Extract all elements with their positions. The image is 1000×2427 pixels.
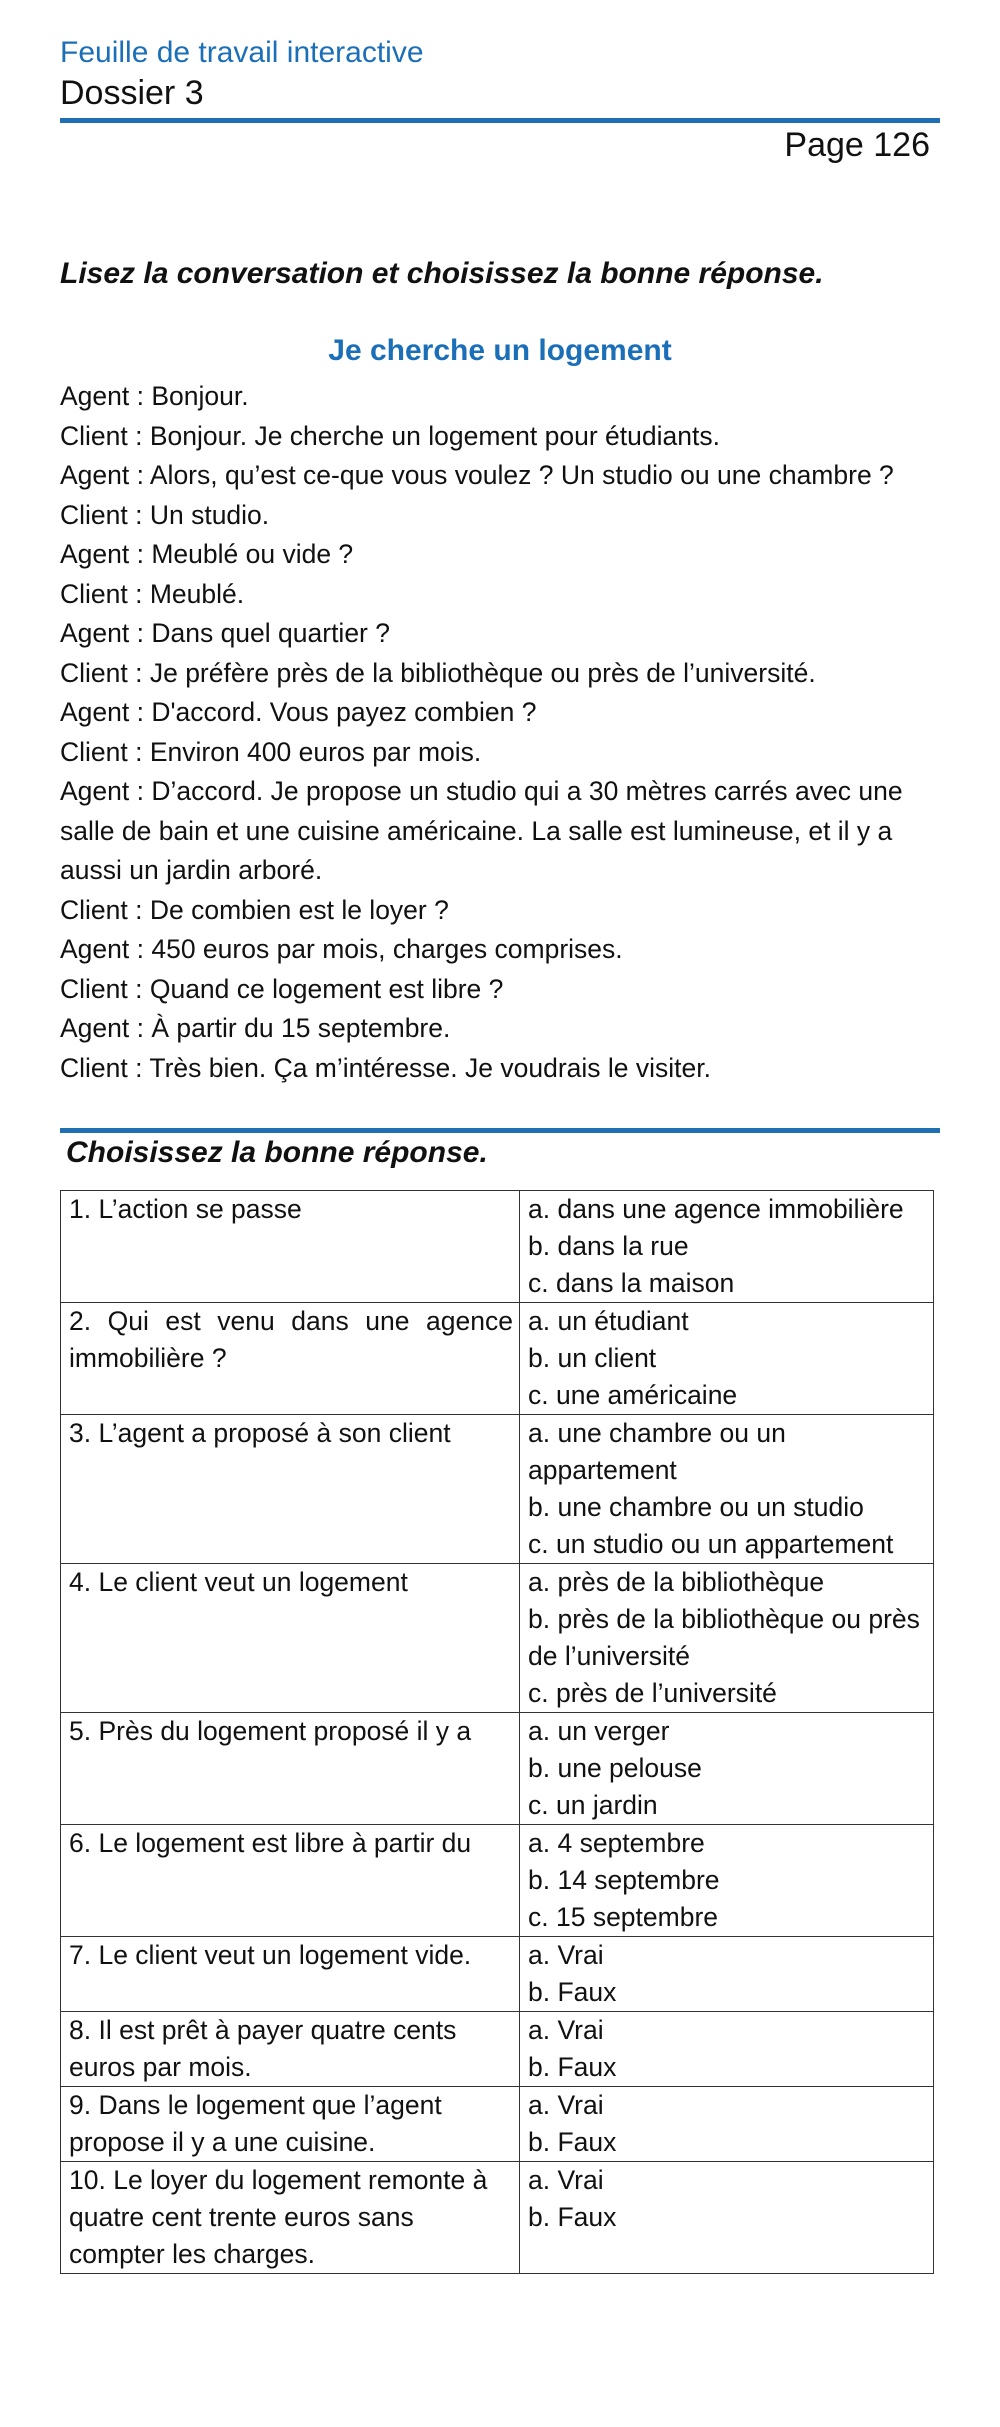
quiz-row — [61, 1825, 934, 1937]
dialogue-line: Agent : 450 euros par mois, charges comprises. — [60, 934, 623, 964]
question-cell: 8. Il est prêt à payer quatre cents euros par mois. — [61, 2012, 520, 2087]
answer-option[interactable]: a. un étudiant — [528, 1306, 689, 1336]
question-cell: 3. L’agent a proposé à son client — [61, 1415, 520, 1564]
dialogue-line: Client : Environ 400 euros par mois. — [60, 736, 482, 767]
instruction: Lisez la conversation et choisissez la bonne réponse. — [60, 257, 824, 290]
dialogue-line: Client : Je préfère près de la bibliothèque ou près de l’université. — [60, 657, 816, 688]
options-cell — [520, 2162, 934, 2274]
options-cell — [520, 1415, 934, 1564]
options-cell — [520, 2012, 934, 2087]
dialogue-line: Client : De combien est le loyer ? — [60, 894, 449, 925]
answer-option[interactable]: b. Faux — [528, 2127, 617, 2157]
answer-option[interactable]: b. un client — [528, 1343, 657, 1373]
question-cell: 6. Le logement est libre à partir du — [61, 1825, 520, 1937]
options-cell — [520, 2087, 934, 2162]
answer-option[interactable]: a. une chambre ou un appartement — [528, 1418, 786, 1485]
question-cell: 9. Dans le logement que l’agent propose il y a une cuisine. — [61, 2087, 520, 2162]
dialogue-line: Agent : À partir du 15 septembre. — [60, 1013, 451, 1043]
conversation-title: Je cherche un logement — [328, 334, 672, 367]
dialogue-line: Agent : Bonjour. — [60, 381, 249, 411]
answer-option[interactable]: b. Faux — [528, 2052, 617, 2082]
quiz-row — [61, 2162, 934, 2274]
options-cell — [520, 1825, 934, 1937]
answer-option[interactable]: b. une chambre ou un studio — [528, 1492, 864, 1522]
worksheet-subtitle: Feuille de travail interactive — [60, 36, 424, 69]
section-divider — [60, 1128, 940, 1133]
answer-option[interactable]: b. Faux — [528, 1977, 617, 2007]
answer-option[interactable]: b. dans la rue — [528, 1231, 689, 1261]
quiz-row — [61, 1564, 934, 1713]
dossier-title: Dossier 3 — [60, 74, 204, 112]
question-cell: 2. Qui est venu dans une agence immobilière ? — [61, 1303, 520, 1415]
quiz-row — [61, 1303, 934, 1415]
answer-option[interactable]: c. 15 septembre — [528, 1902, 719, 1932]
header — [60, 34, 940, 114]
dialogue-line: Client : Un studio. — [60, 499, 270, 530]
quiz-row — [61, 1191, 934, 1303]
dialogue-line: Agent : Alors, qu’est ce-que vous voulez ? Un studio ou une chambre ? — [60, 460, 894, 490]
answer-option[interactable]: a. près de la bibliothèque — [528, 1567, 825, 1597]
question-cell: 10. Le loyer du logement remonte à quatre cent trente euros sans compter les charges. — [61, 2162, 520, 2274]
question-cell: 1. L’action se passe — [61, 1191, 520, 1303]
answer-option[interactable]: c. dans la maison — [528, 1268, 735, 1298]
answer-option[interactable]: a. Vrai — [528, 2015, 604, 2045]
answer-option[interactable]: b. près de la bibliothèque ou près de l’université — [528, 1604, 920, 1671]
answer-option[interactable]: a. Vrai — [528, 2090, 604, 2120]
answer-option[interactable]: b. 14 septembre — [528, 1865, 720, 1895]
header-divider — [60, 118, 940, 123]
options-cell — [520, 1713, 934, 1825]
answer-option[interactable]: c. près de l’université — [528, 1678, 777, 1708]
quiz-table — [60, 1190, 934, 2274]
answer-option[interactable]: a. Vrai — [528, 2165, 604, 2195]
question-cell: 5. Près du logement proposé il y a — [61, 1713, 520, 1825]
answer-option[interactable]: a. 4 septembre — [528, 1828, 705, 1858]
dialogue-line: Client : Quand ce logement est libre ? — [60, 973, 504, 1004]
options-cell — [520, 1303, 934, 1415]
conversation-dialogue — [60, 377, 942, 1088]
dialogue-line: Agent : Meublé ou vide ? — [60, 539, 354, 569]
dialogue-line: Client : Très bien. Ça m’intéresse. Je voudrais le visiter. — [60, 1052, 711, 1083]
dialogue-line: Client : Meublé. — [60, 578, 245, 609]
dialogue-line: Agent : D’accord. Je propose un studio qui a 30 mètres carrés avec une salle de bain et une cuisine américaine. La salle est lumineuse, et il y a aussi un jardin arboré. — [60, 776, 903, 885]
answer-option[interactable]: a. dans une agence immobilière — [528, 1194, 904, 1224]
answer-option[interactable]: c. un jardin — [528, 1790, 658, 1820]
quiz-title: Choisissez la bonne réponse. — [66, 1136, 488, 1169]
options-cell — [520, 1564, 934, 1713]
page-number: Page 126 — [784, 126, 930, 164]
question-cell: 7. Le client veut un logement vide. — [61, 1937, 520, 2012]
answer-option[interactable]: a. un verger — [528, 1716, 670, 1746]
answer-option[interactable]: b. Faux — [528, 2202, 617, 2232]
answer-option[interactable]: b. une pelouse — [528, 1753, 702, 1783]
quiz-row — [61, 2012, 934, 2087]
dialogue-line: Agent : D'accord. Vous payez combien ? — [60, 697, 537, 727]
quiz-row — [61, 1713, 934, 1825]
question-cell: 4. Le client veut un logement — [61, 1564, 520, 1713]
dialogue-line: Client : Bonjour. Je cherche un logement pour étudiants. — [60, 420, 720, 451]
dialogue-line: Agent : Dans quel quartier ? — [60, 618, 390, 648]
options-cell — [520, 1191, 934, 1303]
answer-option[interactable]: a. Vrai — [528, 1940, 604, 1970]
answer-option[interactable]: c. une américaine — [528, 1380, 738, 1410]
quiz-row — [61, 1937, 934, 2012]
quiz-row — [61, 2087, 934, 2162]
answer-option[interactable]: c. un studio ou un appartement — [528, 1529, 894, 1559]
options-cell — [520, 1937, 934, 2012]
quiz-row — [61, 1415, 934, 1564]
